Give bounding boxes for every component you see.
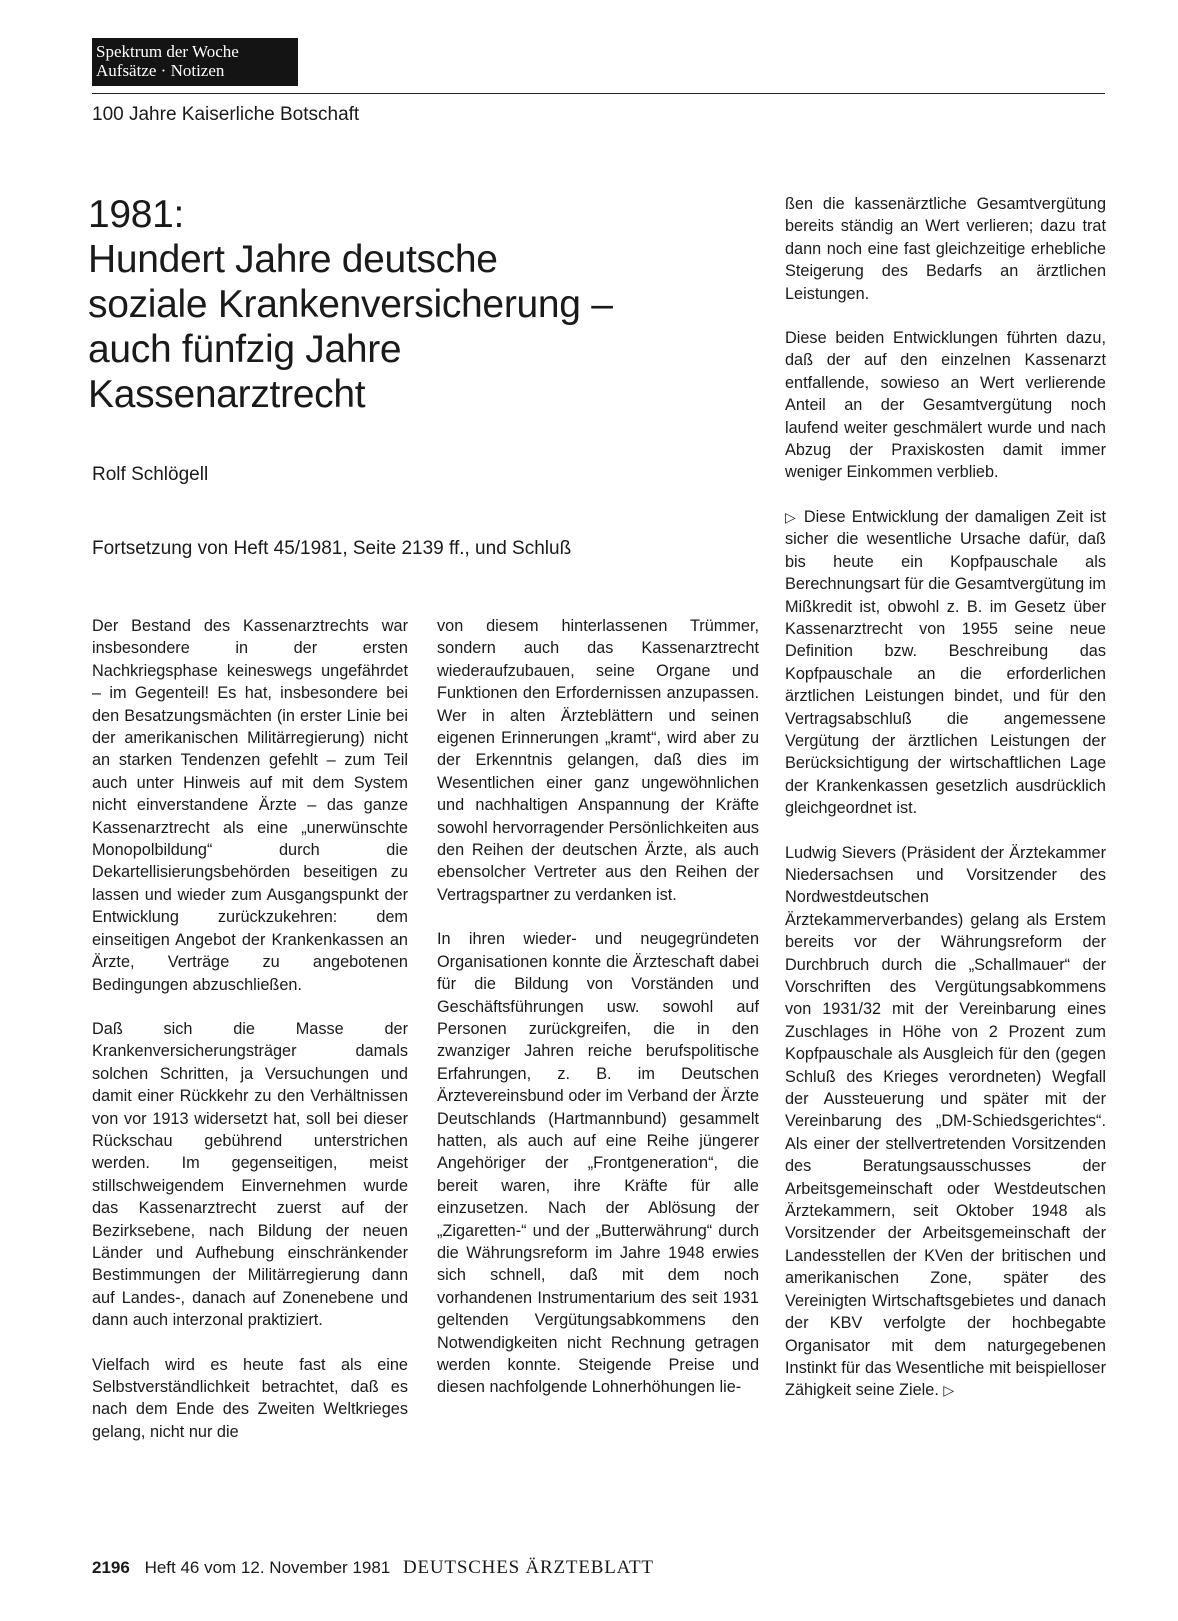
section-tag-line1: Spektrum der Woche [96, 42, 239, 61]
column-3 [785, 193, 1106, 1424]
paragraph: Der Bestand des Kassenarztrechts war insbesondere in der ersten Nachkriegsphase keineswegs ungefährdet – im Gegenteil! Es hat, insbesondere bei den Besatzungsmächten (in erster Linie bei der amerikanischen Militärregierung) nicht an starken Tendenzen gefehlt – zum Teil auch unter Hinweis auf mit dem System nicht einverstandene Ärzte – das ganze Kassenarztrecht als eine „unerwünschte Monopolbildung“ durch die Dekartellisierungsbehörden beseitigen zu lassen und wieder zum Ausgangspunkt der Entwicklung zurückzukehren: dem einseitigen Angebot der Krankenkassen an Ärzte, Verträge zu angebotenen Bedingungen abzuschließen. [92, 617, 408, 994]
title-line: auch fünfzig Jahre [88, 328, 402, 371]
paragraph [785, 506, 1106, 820]
page-number: 2196 [92, 1558, 130, 1577]
paragraph: Vielfach wird es heute fast als eine Selbstverständlichkeit betrachtet, daß es nach dem Ende des Zweiten Weltkrieges gelang, nicht nur die [92, 1355, 408, 1441]
journal-name: DEUTSCHES ÄRZTEBLATT [402, 1557, 654, 1578]
column-1 [92, 615, 408, 1465]
column-2 [437, 615, 759, 1421]
section-tag [92, 38, 298, 86]
paragraph: von diesem hinterlassenen Trümmer, sondern auch das Kassenarztrecht wiederaufzubauen, seine Organe und Funktionen den Erfordernissen anzupassen. Wer in alten Ärzteblättern und seinen eigenen Erinnerungen „kramt“, wird aber zu der Erkenntnis gelangen, daß dies im Wesentlichen einer ganz ungewöhnlichen und nachhaltigen Anspannung der Kräfte sowohl hervorragender Persönlichkeiten aus den Reihen der deutschen Ärzte, als auch ebensolcher Vertreter aus den Reihen der Vertragspartner zu verdanken ist. [437, 617, 759, 904]
paragraph: Diese beiden Entwicklungen führten dazu, daß der auf den einzelnen Kassenarzt entfallende, sowieso an Wert verlierende Anteil an der Gesamtvergütung noch laufend weiter geschmälert wurde und nach Abzug der Praxiskosten damit immer weniger Einkommen verblieb. [785, 329, 1106, 482]
header-rule [298, 93, 1105, 94]
continue-marker-icon: ▷ [943, 1382, 955, 1399]
title-line: Hundert Jahre deutsche [88, 238, 498, 281]
article-title [88, 192, 708, 417]
issue-info: Heft 46 vom 12. November 1981 [144, 1558, 391, 1577]
continue-marker-icon: ▷ [785, 508, 798, 525]
section-tag-line2: Aufsätze · Notizen [96, 61, 225, 80]
title-line: Kassenarztrecht [88, 373, 366, 416]
header-rule-left [92, 93, 298, 94]
paragraph: Daß sich die Masse der Krankenversicherungsträger damals solchen Schritten, ja Versuchungen und damit einer Rückkehr zu den Verhältnissen von vor 1913 widersetzt hat, soll bei dieser Rückschau gebührend unterstrichen werden. Im gegenseitigen, meist stillschweigendem Einvernehmen wurde das Kassenarztrecht zuerst auf der Bezirksebene, nach Bildung der neuen Länder und Aufhebung einschränkender Bestimmungen der Militärregierung dann auf Landes-, danach auf Zonenebene und dann auch interzonal praktiziert. [92, 1019, 408, 1330]
continuation-note: Fortsetzung von Heft 45/1981, Seite 2139 ff., und Schluß [92, 538, 572, 559]
paragraph: In ihren wieder- und neugegründeten Organisationen konnte die Ärzteschaft dabei für die Bildung von Vorständen und Geschäftsführungen usw. sowohl auf Personen zurückgreifen, die in den zwanziger Jahren reiche berufspolitische Erfahrungen, z. B. im Deutschen Ärztevereinsbund oder im Verband der Ärzte Deutschlands (Hartmannbund) gesammelt hatten, als auch auf eine Reihe jüngerer Angehöriger der „Frontgeneration“, die bereit waren, ihre Kräfte für alle einzusetzen. Nach der Ablösung der „Zigaretten-“ und der „Butterwährung“ durch die Währungsreform im Jahre 1948 erwies sich schnell, daß mit dem noch vorhandenen Instrumentarium des seit 1931 geltenden Vergütungsabkommens den Notwendigkeiten nicht Rechnung getragen werden konnte. Steigende Preise und diesen nachfolgende Lohnerhöhungen lie- [437, 930, 759, 1397]
paragraph-text: Diese Entwicklung der damaligen Zeit ist sicher die wesentliche Ursache dafür, daß bis heute ein Kopfpauschale als Berechnungsart für die Gesamtvergütung im Mißkredit ist, obwohl z. B. im Gesetz über Kassenarztrecht von 1955 seine neue Definition bzw. Beschreibung das Kopfpauschale an die erforderlichen ärztlichen Leistungen bindet, und für den Vertragsabschluß die angemessene Vergütung der ärztlichen Leistungen der Berücksichtigung der wirtschaftlichen Lage der Krankenkassen gesetzlich ausdrücklich gleichgeordnet ist. [785, 507, 1106, 818]
paragraph: ßen die kassenärztliche Gesamtvergütung bereits ständig an Wert verlieren; dazu trat dann noch eine fast gleichzeitige erhebliche Steigerung des Bedarfs an ärztlichen Leistungen. [785, 195, 1106, 303]
paragraph-text: Ludwig Sievers (Präsident der Ärztekammer Niedersachsen und Vorsitzender des Nordwestdeutschen Ärztekammerverbandes) gelang als Erstem bereits vor der Währungsreform der Durchbruch durch die „Schallmauer“ der Vorschriften des Vergütungsabkommens von 1931/32 mit der Vereinbarung eines Zuschlages in Höhe von 2 Prozent zum Kopfpauschale als Ausgleich für den (gegen Schluß des Krieges verordneten) Wegfall der Aussteuerung und später mit der Vereinbarung des „DM-Schiedsgerichtes“. Als einer der stellvertretenden Vorsitzenden des Beratungsausschusses der Arbeitsgemeinschaft oder Westdeutschen Ärztekammern, seit Oktober 1948 als Vorsitzender der Arbeitsgemeinschaft der Landesstellen der KVen der britischen und amerikanischen Zone, später des Vereinigten Wirtschaftsgebietes und danach der KBV verfolgte der hochbegabte Organisator mit dem naturgegebenen Instinkt für das Wesentliche mit beispielloser Zähigkeit seine Ziele. [785, 843, 1106, 1400]
paragraph [785, 842, 1106, 1402]
series-title: 100 Jahre Kaiserliche Botschaft [92, 104, 360, 125]
author: Rolf Schlögell [92, 464, 209, 485]
title-line: soziale Krankenversicherung – [88, 283, 613, 326]
page-footer [92, 1557, 654, 1579]
title-line: 1981: [88, 193, 185, 236]
